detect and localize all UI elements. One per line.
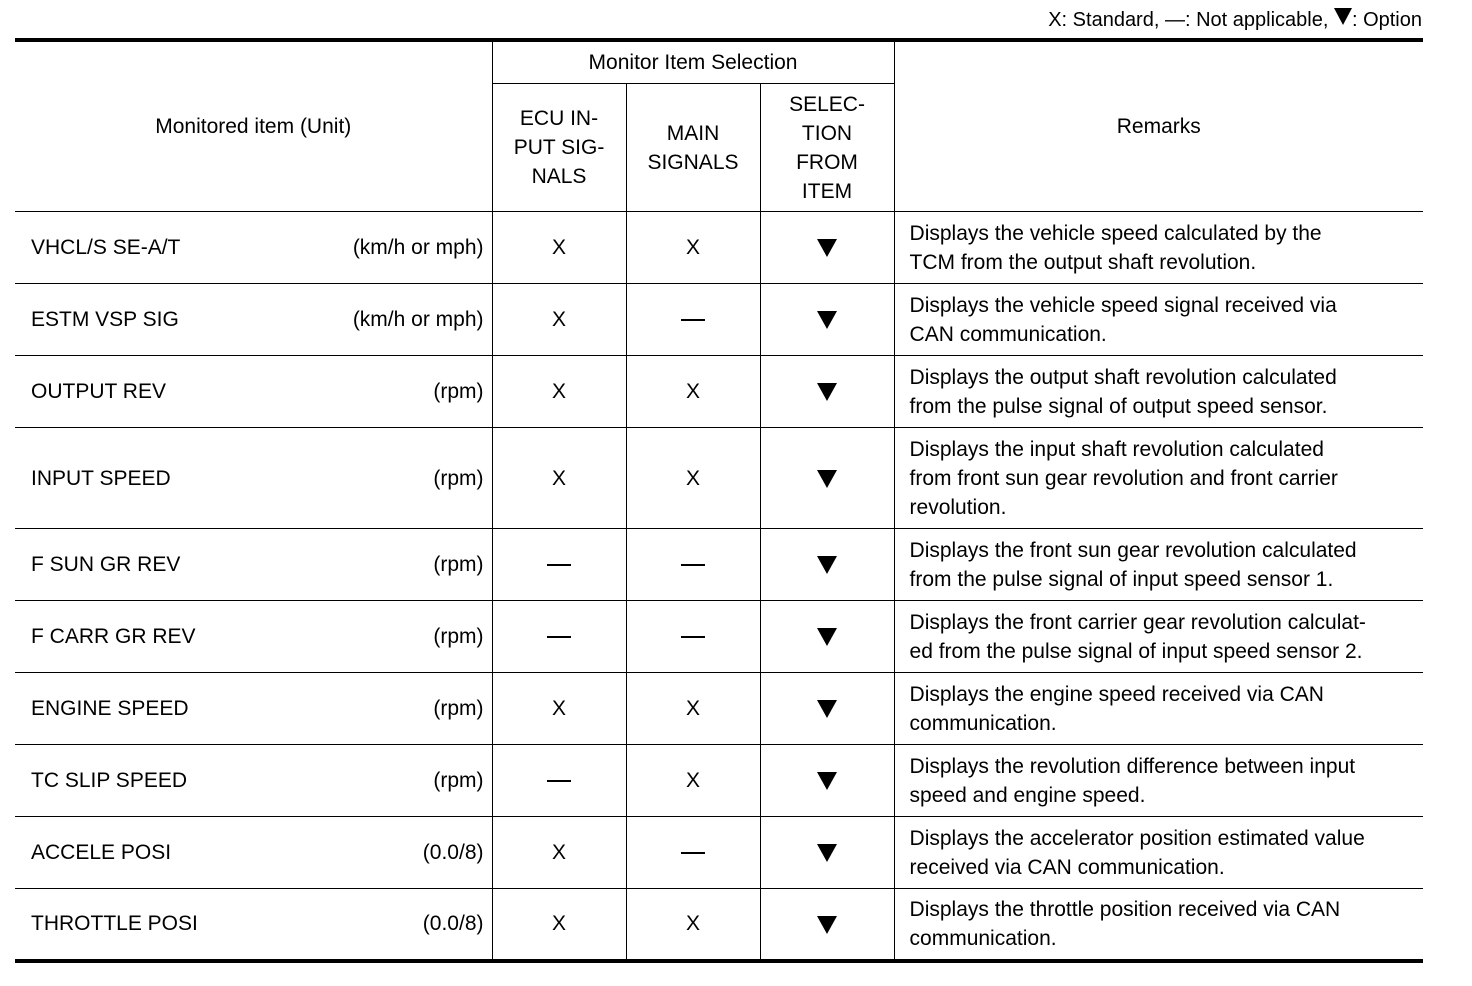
selection-from-item-cell <box>760 356 894 428</box>
remarks-line: Displays the throttle position received via CAN <box>909 897 1341 921</box>
monitored-item-cell <box>15 356 492 428</box>
option-triangle-icon <box>817 239 837 257</box>
monitored-item-cell <box>15 673 492 745</box>
selection-from-item-cell <box>760 601 894 673</box>
item-name: F SUN GR REV <box>31 553 181 576</box>
item-unit: (rpm) <box>433 625 484 648</box>
monitored-item-cell <box>15 284 492 356</box>
item-name: INPUT SPEED <box>31 466 171 490</box>
remarks-line: received via CAN communication. <box>909 855 1225 879</box>
item-name: OUTPUT REV <box>31 380 166 403</box>
item-unit: (rpm) <box>433 466 484 490</box>
standard-mark: X <box>685 912 700 936</box>
header-monitored-item: Monitored item (Unit) <box>15 40 492 212</box>
item-unit: (rpm) <box>433 697 484 720</box>
item-unit: (0.0/8) <box>422 841 484 864</box>
standard-mark: X <box>685 466 700 490</box>
standard-mark: X <box>685 769 700 792</box>
not-applicable-dash-icon <box>547 636 571 638</box>
monitored-item-cell <box>15 817 492 889</box>
ecu-input-signals-cell <box>492 284 626 356</box>
not-applicable-dash-icon <box>681 319 705 321</box>
selection-from-item-cell <box>760 529 894 601</box>
option-triangle-icon <box>817 556 837 574</box>
remarks-line: from front sun gear revolution and front carrier <box>909 466 1338 490</box>
ecu-input-signals-cell <box>492 889 626 961</box>
option-triangle-icon <box>817 772 837 790</box>
ecu-input-signals-cell <box>492 356 626 428</box>
standard-mark: X <box>551 308 566 331</box>
item-unit: (rpm) <box>433 769 484 792</box>
ecu-input-signals-cell <box>492 673 626 745</box>
main-signals-cell <box>626 601 760 673</box>
ecu-input-signals-cell <box>492 601 626 673</box>
monitored-item-cell <box>15 601 492 673</box>
remarks-line: TCM from the output shaft revolution. <box>909 250 1257 274</box>
ecu-input-signals-cell <box>492 428 626 529</box>
ecu-input-signals-cell <box>492 817 626 889</box>
monitor-item-table <box>15 38 1423 963</box>
standard-mark: X <box>551 236 566 259</box>
remarks-cell <box>894 529 1423 601</box>
remarks-line: speed and engine speed. <box>909 783 1146 807</box>
table-row <box>15 601 1423 673</box>
remarks-line: Displays the input shaft revolution calculated <box>909 437 1324 461</box>
main-signals-cell <box>626 529 760 601</box>
not-applicable-dash-icon <box>681 564 705 566</box>
not-applicable-dash-icon <box>681 852 705 854</box>
standard-mark: X <box>551 841 566 864</box>
remarks-cell <box>894 889 1423 961</box>
table-row <box>15 529 1423 601</box>
item-name: ACCELE POSI <box>31 841 172 864</box>
remarks-cell <box>894 745 1423 817</box>
ecu-input-signals-cell <box>492 529 626 601</box>
table-row <box>15 212 1423 284</box>
item-unit: (rpm) <box>433 553 484 576</box>
selection-from-item-cell <box>760 745 894 817</box>
option-triangle-icon <box>817 470 837 488</box>
legend <box>1048 8 1422 32</box>
remarks-line: revolution. <box>909 495 1007 519</box>
legend-option: : Option <box>1351 9 1422 31</box>
main-signals-cell <box>626 745 760 817</box>
item-name: ENGINE SPEED <box>31 697 189 720</box>
remarks-cell <box>894 212 1423 284</box>
item-unit: (km/h or mph) <box>352 236 484 259</box>
monitored-item-cell <box>15 212 492 284</box>
table-row <box>15 889 1423 961</box>
table-row <box>15 356 1423 428</box>
remarks-line: Displays the revolution difference between input <box>909 754 1356 778</box>
option-triangle-icon <box>817 700 837 718</box>
main-signals-cell <box>626 673 760 745</box>
standard-mark: X <box>551 697 566 720</box>
standard-mark: X <box>551 912 566 936</box>
legend-standard: X: Standard, <box>1048 9 1165 31</box>
item-name: THROTTLE POSI <box>31 912 198 936</box>
selection-from-item-cell <box>760 284 894 356</box>
item-name: F CARR GR REV <box>31 625 196 648</box>
selection-from-item-cell <box>760 889 894 961</box>
remarks-line: CAN communication. <box>909 322 1107 346</box>
item-unit: (km/h or mph) <box>352 308 484 331</box>
selection-from-item-cell <box>760 673 894 745</box>
remarks-line: Displays the vehicle speed calculated by the <box>909 221 1322 245</box>
main-signals-cell <box>626 817 760 889</box>
option-triangle-icon <box>817 383 837 401</box>
ecu-input-signals-cell <box>492 212 626 284</box>
selection-from-item-cell <box>760 212 894 284</box>
remarks-cell <box>894 356 1423 428</box>
remarks-line: from the pulse signal of input speed sensor 1. <box>909 567 1334 591</box>
header-selection-from-item: SELEC- TION FROM ITEM <box>760 84 894 212</box>
header-ecu-input-signals: ECU IN- PUT SIG- NALS <box>492 84 626 212</box>
header-remarks: Remarks <box>894 40 1423 212</box>
remarks-line: Displays the accelerator position estimated value <box>909 826 1365 850</box>
standard-mark: X <box>685 380 700 403</box>
remarks-cell <box>894 673 1423 745</box>
table-row <box>15 673 1423 745</box>
monitored-item-cell <box>15 428 492 529</box>
standard-mark: X <box>551 466 566 490</box>
option-triangle-icon <box>817 628 837 646</box>
table-row <box>15 428 1423 529</box>
selection-from-item-cell <box>760 817 894 889</box>
ecu-input-signals-cell <box>492 745 626 817</box>
header-monitor-item-selection: Monitor Item Selection <box>492 40 894 84</box>
remarks-line: communication. <box>909 926 1057 950</box>
header-main-signals: MAIN SIGNALS <box>626 84 760 212</box>
monitored-item-cell <box>15 745 492 817</box>
main-signals-cell <box>626 284 760 356</box>
remarks-line: ed from the pulse signal of input speed sensor 2. <box>909 639 1363 663</box>
table-row <box>15 817 1423 889</box>
main-signals-cell <box>626 356 760 428</box>
remarks-line: Displays the front sun gear revolution calculated <box>909 538 1357 562</box>
standard-mark: X <box>685 697 700 720</box>
option-triangle-icon <box>817 916 837 934</box>
legend-not-applicable: —: Not applicable, <box>1164 9 1334 31</box>
item-name: ESTM VSP SIG <box>31 308 179 331</box>
remarks-cell <box>894 601 1423 673</box>
not-applicable-dash-icon <box>681 636 705 638</box>
remarks-line: Displays the vehicle speed signal received via <box>909 293 1337 317</box>
remarks-cell <box>894 284 1423 356</box>
remarks-line: from the pulse signal of output speed sensor. <box>909 394 1328 418</box>
selection-from-item-cell <box>760 428 894 529</box>
not-applicable-dash-icon <box>547 780 571 782</box>
remarks-line: Displays the engine speed received via CAN <box>909 682 1324 706</box>
option-triangle-icon <box>1334 8 1352 25</box>
remarks-cell <box>894 817 1423 889</box>
standard-mark: X <box>551 380 566 403</box>
remarks-line: Displays the output shaft revolution calculated <box>909 365 1337 389</box>
item-unit: (rpm) <box>433 380 484 403</box>
monitored-item-cell <box>15 529 492 601</box>
remarks-cell <box>894 428 1423 529</box>
main-signals-cell <box>626 428 760 529</box>
main-signals-cell <box>626 212 760 284</box>
item-unit: (0.0/8) <box>422 912 484 936</box>
standard-mark: X <box>685 236 700 259</box>
remarks-line: communication. <box>909 711 1057 735</box>
table-row <box>15 284 1423 356</box>
item-name: TC SLIP SPEED <box>31 769 188 792</box>
item-name: VHCL/S SE-A/T <box>31 236 181 259</box>
option-triangle-icon <box>817 844 837 862</box>
table-row <box>15 745 1423 817</box>
main-signals-cell <box>626 889 760 961</box>
remarks-line: Displays the front carrier gear revolution calculat- <box>909 610 1366 634</box>
not-applicable-dash-icon <box>547 564 571 566</box>
option-triangle-icon <box>817 311 837 329</box>
monitored-item-cell <box>15 889 492 961</box>
